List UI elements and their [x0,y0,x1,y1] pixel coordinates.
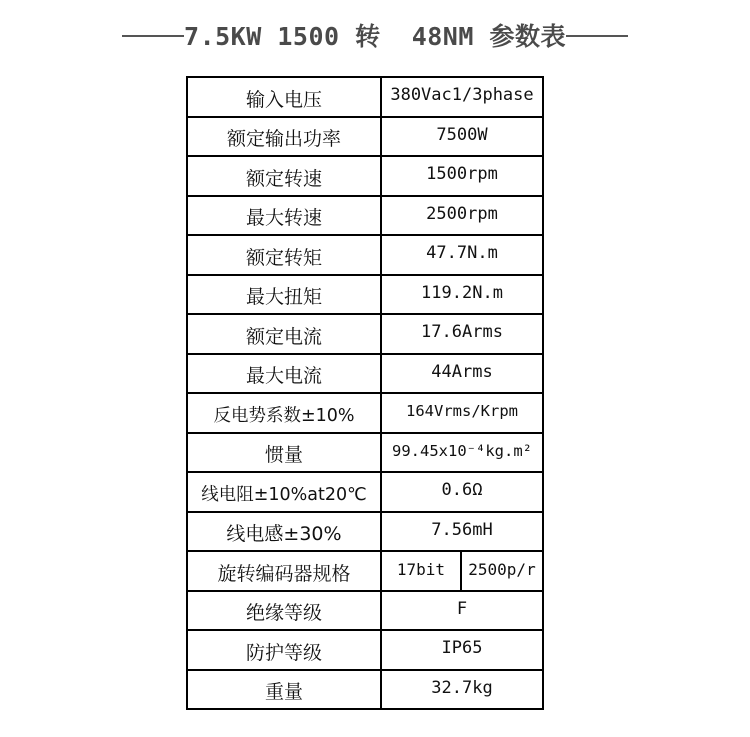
encoder-spec-a: 17bit [381,551,461,591]
table-row [187,472,543,512]
table-row [187,117,543,157]
spec-value: 119.2N.m [381,275,543,315]
spec-label: 惯量 [187,433,381,473]
spec-value: 0.6Ω [381,472,543,512]
spec-value: 164Vrms/Krpm [381,393,543,433]
table-row [187,354,543,394]
table-row [187,433,543,473]
table-row [187,512,543,552]
title-text: 7.5KW 1500 转 48NM 参数表 [184,22,566,51]
spec-table [186,76,544,710]
page-title [0,18,750,52]
spec-value: 1500rpm [381,156,543,196]
table-row [187,77,543,117]
spec-value: 44Arms [381,354,543,394]
table-row [187,630,543,670]
spec-value: 2500rpm [381,196,543,236]
spec-label: 额定电流 [187,314,381,354]
table-row [187,670,543,710]
spec-label: 最大电流 [187,354,381,394]
spec-label: 反电势系数±10% [187,393,381,433]
spec-value: 99.45x10⁻⁴kg.m² [381,433,543,473]
table-row [187,156,543,196]
table-row [187,275,543,315]
spec-value: 17.6Arms [381,314,543,354]
spec-label: 重量 [187,670,381,710]
spec-value: 7.56mH [381,512,543,552]
title-right-dash [566,35,628,37]
spec-label: 额定输出功率 [187,117,381,157]
spec-value: 380Vac1/3phase [381,77,543,117]
spec-label: 输入电压 [187,77,381,117]
table-row [187,196,543,236]
table-row [187,235,543,275]
spec-label: 线电阻±10%at20℃ [187,472,381,512]
spec-value: F [381,591,543,631]
table-row [187,591,543,631]
encoder-spec-b: 2500p/r [461,551,543,591]
spec-label: 额定转速 [187,156,381,196]
spec-label: 线电感±30% [187,512,381,552]
spec-label: 最大扭矩 [187,275,381,315]
spec-label: 最大转速 [187,196,381,236]
table-row [187,393,543,433]
spec-label: 额定转矩 [187,235,381,275]
spec-label: 防护等级 [187,630,381,670]
title-left-dash [122,35,184,37]
spec-value: IP65 [381,630,543,670]
spec-value: 47.7N.m [381,235,543,275]
spec-label: 旋转编码器规格 [187,551,381,591]
spec-value: 32.7kg [381,670,543,710]
spec-label: 绝缘等级 [187,591,381,631]
spec-value: 7500W [381,117,543,157]
table-row [187,551,543,591]
table-row [187,314,543,354]
